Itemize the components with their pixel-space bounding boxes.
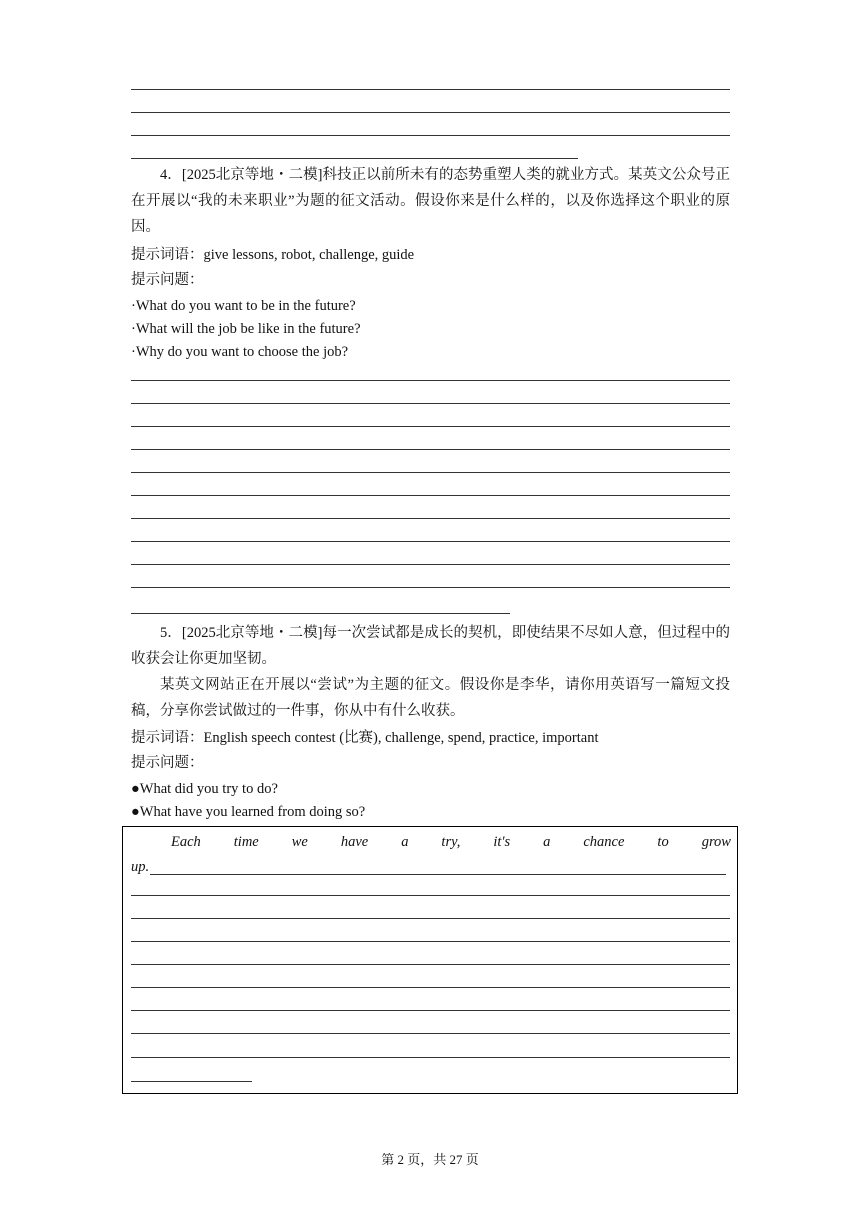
writing-line — [131, 495, 730, 496]
writing-line — [131, 1010, 730, 1011]
writing-line — [131, 112, 730, 113]
answer-box[interactable] — [122, 826, 738, 1094]
question-4-question-2: ·What will the job be like in the future? — [131, 321, 361, 337]
writing-line — [131, 135, 730, 136]
opening-word: grow — [701, 834, 731, 850]
question-5-task: 某英文网站正在开展以“尝试”为主题的征文。假设你是李华，请你用英语写一篇短文投稿，分享你尝试做过的一件事，你从中有什么收获。 — [131, 677, 730, 719]
question-4-question-3: ·Why do you want to choose the job? — [131, 344, 349, 360]
opening-word: time — [233, 834, 259, 850]
writing-line — [131, 918, 730, 919]
question-5-hint-label: 提示问题： — [131, 755, 204, 771]
writing-line — [131, 987, 730, 988]
opening-end-word: up. — [131, 859, 150, 875]
question-4-hint-label: 提示问题： — [131, 272, 204, 288]
question-4-hint-words: 提示词语：give lessons, robot, challenge, guide — [131, 247, 415, 263]
writing-line — [131, 426, 730, 427]
opening-word: have — [340, 834, 369, 850]
opening-word: chance — [583, 834, 625, 850]
writing-line — [131, 1057, 730, 1058]
question-4-question-1: ·What do you want to be in the future? — [131, 298, 356, 314]
question-5-prompt: 5．[2025北京等地・二模]每一次尝试都是成长的契机，即使结果不尽如人意，但过程中的收获会让你更加坚韧。 — [131, 625, 730, 667]
writing-line — [150, 874, 726, 875]
opening-word: it's — [493, 834, 511, 850]
writing-line — [131, 518, 730, 519]
opening-word: to — [657, 834, 669, 850]
writing-line — [131, 1033, 730, 1034]
opening-word: try, — [441, 834, 461, 850]
writing-line — [131, 541, 730, 542]
question-4-prompt: 4．[2025北京等地・二模]科技正以前所未有的态势重塑人类的就业方式。某英文公众号正在开展以“我的未来职业”为题的征文活动。假设你来是什么样的，以及你选择这个职业的原因。 — [131, 167, 730, 235]
page-number-footer: 第 2 页，共 27 页 — [381, 1152, 479, 1167]
writing-line — [131, 941, 730, 942]
writing-line — [131, 472, 730, 473]
opening-word: Each — [171, 834, 201, 850]
writing-line — [131, 564, 730, 565]
writing-line — [131, 380, 730, 381]
opening-word: a — [401, 834, 409, 850]
answer-opening-sentence — [171, 832, 731, 852]
writing-line — [131, 89, 730, 90]
opening-word: we — [291, 834, 308, 850]
writing-line — [131, 895, 730, 896]
writing-line — [131, 964, 730, 965]
writing-line — [131, 449, 730, 450]
writing-line — [131, 403, 730, 404]
writing-line — [131, 613, 510, 614]
writing-line — [131, 1081, 252, 1082]
writing-line — [131, 587, 730, 588]
question-5-hint-words: 提示词语：English speech contest (比赛), challenge, spend, practice, important — [131, 730, 599, 746]
question-5-question-1: ●What did you try to do? — [131, 781, 278, 797]
writing-line — [131, 158, 578, 159]
question-5-question-2: ●What have you learned from doing so? — [131, 804, 366, 820]
opening-word: a — [543, 834, 551, 850]
